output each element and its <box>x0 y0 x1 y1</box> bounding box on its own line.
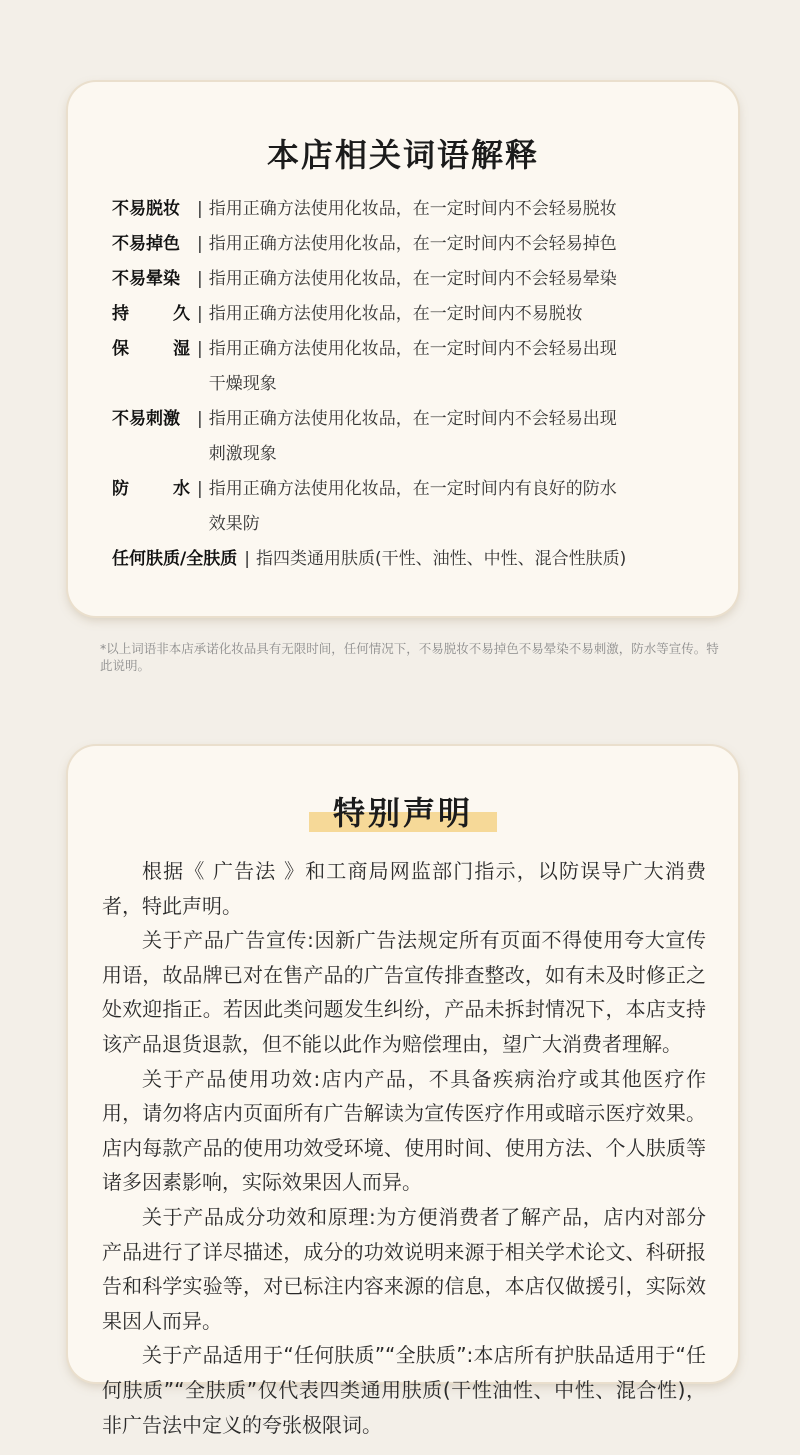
statement-body <box>102 854 706 1442</box>
statement-card <box>68 746 738 1437</box>
glossary-row <box>112 227 718 262</box>
glossary-row <box>112 402 718 472</box>
statement-paragraph: 根据《 广告法 》和工商局网监部门指示，以防误导广大消费者，特此声明。 <box>102 859 706 918</box>
glossary-row <box>112 192 718 227</box>
glossary-row <box>112 472 718 542</box>
statement-paragraph: 关于产品使用功效:店内产品，不具备疾病治疗或其他医疗作用，请勿将店内页面所有广告解读为宣传医疗作用或暗示医疗效果。店内每款产品的使用功效受环境、使用时间、使用方法、个人肤质等诸多因素影响，实际效果因人而异。 <box>102 1066 706 1195</box>
term-label: 不易刺激 <box>112 409 180 429</box>
term-separator: | <box>197 234 203 254</box>
glossary-row <box>112 297 718 332</box>
glossary-row <box>112 332 718 402</box>
statement-paragraph: 关于产品广告宣传:因新广告法规定所有页面不得使用夸大宣传用语，故品牌已对在售产品的广告宣传排查整改，如有未及时修正之处欢迎指正。若因此类问题发生纠纷，产品未拆封情况下，本店支持该产品退货退款，但不能以此作为赔偿理由，望广大消费者理解。 <box>102 928 706 1056</box>
term-label: 不易脱妆 <box>112 199 180 219</box>
term-label: 持 久 <box>112 304 190 324</box>
term-label: 不易晕染 <box>112 269 180 289</box>
glossary-list <box>112 192 718 577</box>
term-separator: | <box>244 549 250 569</box>
term-separator: | <box>197 339 203 359</box>
term-description: 指用正确方法使用化妆品，在一定时间内有良好的防水 效果防 <box>208 479 617 534</box>
term-separator: | <box>197 409 203 429</box>
glossary-title: 本店相关词语解释 <box>266 136 539 174</box>
statement-paragraph: 关于产品适用于“任何肤质”“全肤质”:本店所有护肤品适用于“任何肤质”“全肤质”仅代表四类通用肤质(干性油性、中性、混合性)，非广告法中定义的夸张极限词。 <box>102 1343 706 1437</box>
term-label: 防 水 <box>112 479 190 499</box>
term-label: 任何肤质/全肤质 <box>112 549 238 569</box>
term-description: 指用正确方法使用化妆品，在一定时间内不会轻易出现 刺激现象 <box>208 409 617 464</box>
term-description: 指用正确方法使用化妆品，在一定时间内不会轻易脱妆 <box>208 199 617 219</box>
footnote: *以上词语非本店承诺化妆品具有无限时间，任何情况下，不易脱妆不易掉色不易晕染不易刺激，防水等宣传。特此说明。 <box>100 641 719 673</box>
term-description: 指用正确方法使用化妆品，在一定时间内不会轻易掉色 <box>208 234 617 254</box>
term-separator: | <box>197 269 203 289</box>
term-separator: | <box>197 199 203 219</box>
statement-paragraph: 关于产品成分功效和原理:为方便消费者了解产品，店内对部分产品进行了详尽描述，成分的功效说明来源于相关学术论文、科研报告和科学实验等，对已标注内容来源的信息，本店仅做援引，实际效果因人而异。 <box>102 1204 706 1333</box>
glossary-row <box>112 262 718 297</box>
glossary-card <box>68 82 738 616</box>
term-description: 指四类通用肤质(干性、油性、中性、混合性肤质) <box>255 549 627 569</box>
term-separator: | <box>197 304 203 324</box>
term-label: 不易掉色 <box>112 234 180 254</box>
term-label: 保 湿 <box>112 339 190 359</box>
term-separator: | <box>197 479 203 499</box>
term-description: 指用正确方法使用化妆品，在一定时间内不易脱妆 <box>208 304 583 324</box>
statement-title: 特别声明 <box>309 788 497 834</box>
term-description: 指用正确方法使用化妆品，在一定时间内不会轻易晕染 <box>208 269 617 289</box>
glossary-row <box>112 542 718 577</box>
term-description: 指用正确方法使用化妆品，在一定时间内不会轻易出现 干燥现象 <box>208 339 617 394</box>
